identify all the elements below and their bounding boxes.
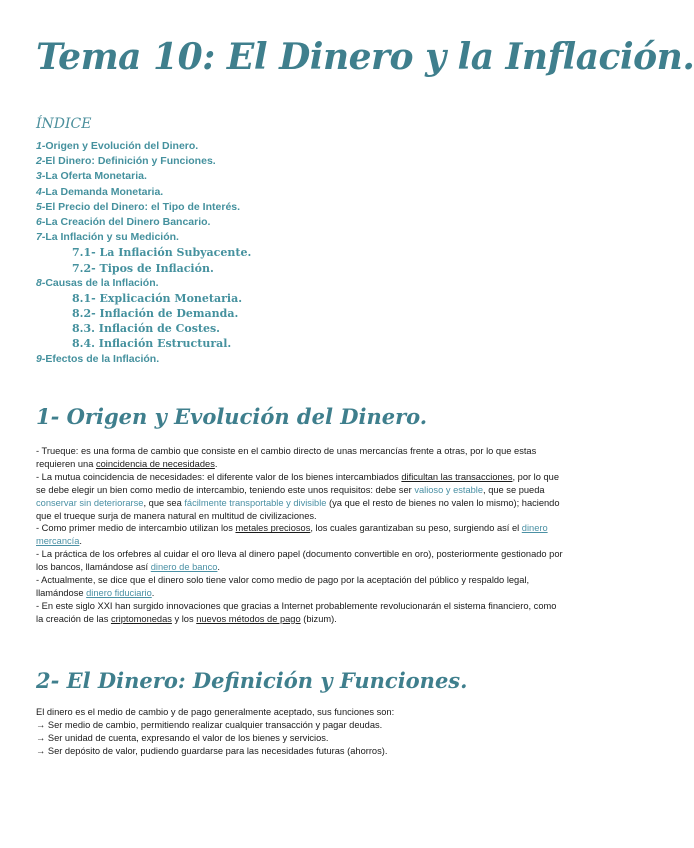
paragraph-coincidencia: - La mutua coincidencia de necesidades: el diferente valor de los bienes intercambiados dificultan las transacciones, por lo que se debe elegir un bien como medio de intercambio, teniendo este unos requisitos: debe ser valioso y estable, que se pueda conservar sin deteriorarse, que sea fácilmente transportable y divisible (ya que el resto de bienes no valen lo mismo); haciendo que el trueque surja de manera natural en multitud de civilizaciones. <box>36 471 560 521</box>
toc-item[interactable] <box>36 230 576 245</box>
toc-item-label: 8.2- Inflación de Demanda. <box>72 307 239 321</box>
section-2-body <box>36 706 564 758</box>
paragraph-metales: - Como primer medio de intercambio utilizan los metales preciosos, los cuales garantizaban su peso, surgiendo así el dinero mercancía. <box>36 523 548 547</box>
toc-item-number: 4- <box>36 185 46 198</box>
link-dinero-de-banco[interactable]: dinero de banco <box>150 562 218 573</box>
toc-item-label: La Inflación y su Medición. <box>45 231 179 244</box>
toc-subitem[interactable] <box>36 245 576 260</box>
document-title: Tema 10: El Dinero y la Inflación. <box>36 36 694 78</box>
toc-item[interactable] <box>36 139 576 154</box>
toc-item-label: Origen y Evolución del Dinero. <box>45 140 199 152</box>
paragraph-trueque: - Trueque: es una forma de cambio que consiste en el cambio directo de unas mercancías frente a otras, por lo que estas requieren una coincidencia de necesidades. <box>36 446 537 469</box>
toc-item-label: La Oferta Monetaria. <box>45 170 147 183</box>
toc-item[interactable] <box>36 352 576 367</box>
definition-line: El dinero es el medio de cambio y de pago generalmente aceptado, sus funciones son: <box>36 707 395 717</box>
toc-item-label: 7.2- Tipos de Inflación. <box>72 261 214 275</box>
toc-item-number: 1- <box>36 140 46 152</box>
section-1-heading: 1- Origen y Evolución del Dinero. <box>36 404 428 429</box>
toc-subitem[interactable] <box>36 321 576 336</box>
toc-item-label: La Creación del Dinero Bancario. <box>45 215 211 228</box>
index-label: ÍNDICE <box>36 116 92 132</box>
paragraph-fiduciario: - Actualmente, se dice que el dinero solo tiene valor como medio de pago por la aceptación del público y respaldo legal, llamándose dinero fiduciario. <box>36 575 530 598</box>
toc-item-number: 6- <box>36 215 46 228</box>
toc-item-label: El Dinero: Definición y Funciones. <box>45 155 216 168</box>
section-2-heading: 2- El Dinero: Definición y Funciones. <box>36 668 468 693</box>
toc-subitem[interactable] <box>36 336 576 351</box>
toc-item-label: La Demanda Monetaria. <box>45 185 164 198</box>
toc-item-label: Causas de la Inflación. <box>45 276 159 289</box>
toc-item-label: 7.1- La Inflación Subyacente. <box>72 246 252 260</box>
toc-subitem[interactable] <box>36 306 576 321</box>
link-dinero-fiduciario[interactable]: dinero fiduciario <box>86 587 152 598</box>
toc-item-label: 8.4. Inflación Estructural. <box>72 337 232 351</box>
toc-subitem[interactable] <box>36 261 576 276</box>
toc-item-number: 5- <box>36 200 46 213</box>
toc-item-label: 8.3. Inflación de Costes. <box>72 322 221 336</box>
toc-subitem[interactable] <box>36 291 576 306</box>
toc-item-label: El Precio del Dinero: el Tipo de Interés. <box>45 200 241 213</box>
toc-item[interactable] <box>36 215 576 230</box>
toc-item-number: 2- <box>36 155 46 168</box>
toc-item[interactable] <box>36 154 576 169</box>
toc-item-number: 9- <box>36 352 46 365</box>
section-1-body <box>36 445 564 626</box>
function-line: → Ser depósito de valor, pudiendo guardarse para las necesidades futuras (ahorros). <box>36 745 388 756</box>
toc-item-number: 8- <box>36 276 46 289</box>
function-line: → Ser unidad de cuenta, expresando el valor de los bienes y servicios. <box>36 732 329 743</box>
toc-item[interactable] <box>36 200 576 215</box>
function-line: → Ser medio de cambio, permitiendo realizar cualquier transacción y pagar deudas. <box>36 719 383 730</box>
toc-item-label: Efectos de la Inflación. <box>45 352 160 365</box>
toc-item-number: 7- <box>36 231 46 244</box>
link-dinero-mercancia[interactable]: dinero mercancía <box>36 523 548 547</box>
toc-item-label: 8.1- Explicación Monetaria. <box>72 291 243 305</box>
toc-item[interactable] <box>36 169 576 184</box>
toc-item[interactable] <box>36 185 576 200</box>
toc-item[interactable] <box>36 276 576 291</box>
toc-item-number: 3- <box>36 170 46 183</box>
table-of-contents <box>36 139 576 367</box>
paragraph-siglo-xxi: - En este siglo XXI han surgido innovaciones que gracias a Internet probablemente revolucionarán el sistema financiero, como la creación de las criptomonedas y los nuevos métodos de pago (bizum). <box>36 600 557 624</box>
paragraph-orfebres: - La práctica de los orfebres al cuidar el oro lleva al dinero papel (documento convertible en oro), posteriormente gestionado por los bancos, llamándose así dinero de banco. <box>36 549 563 573</box>
